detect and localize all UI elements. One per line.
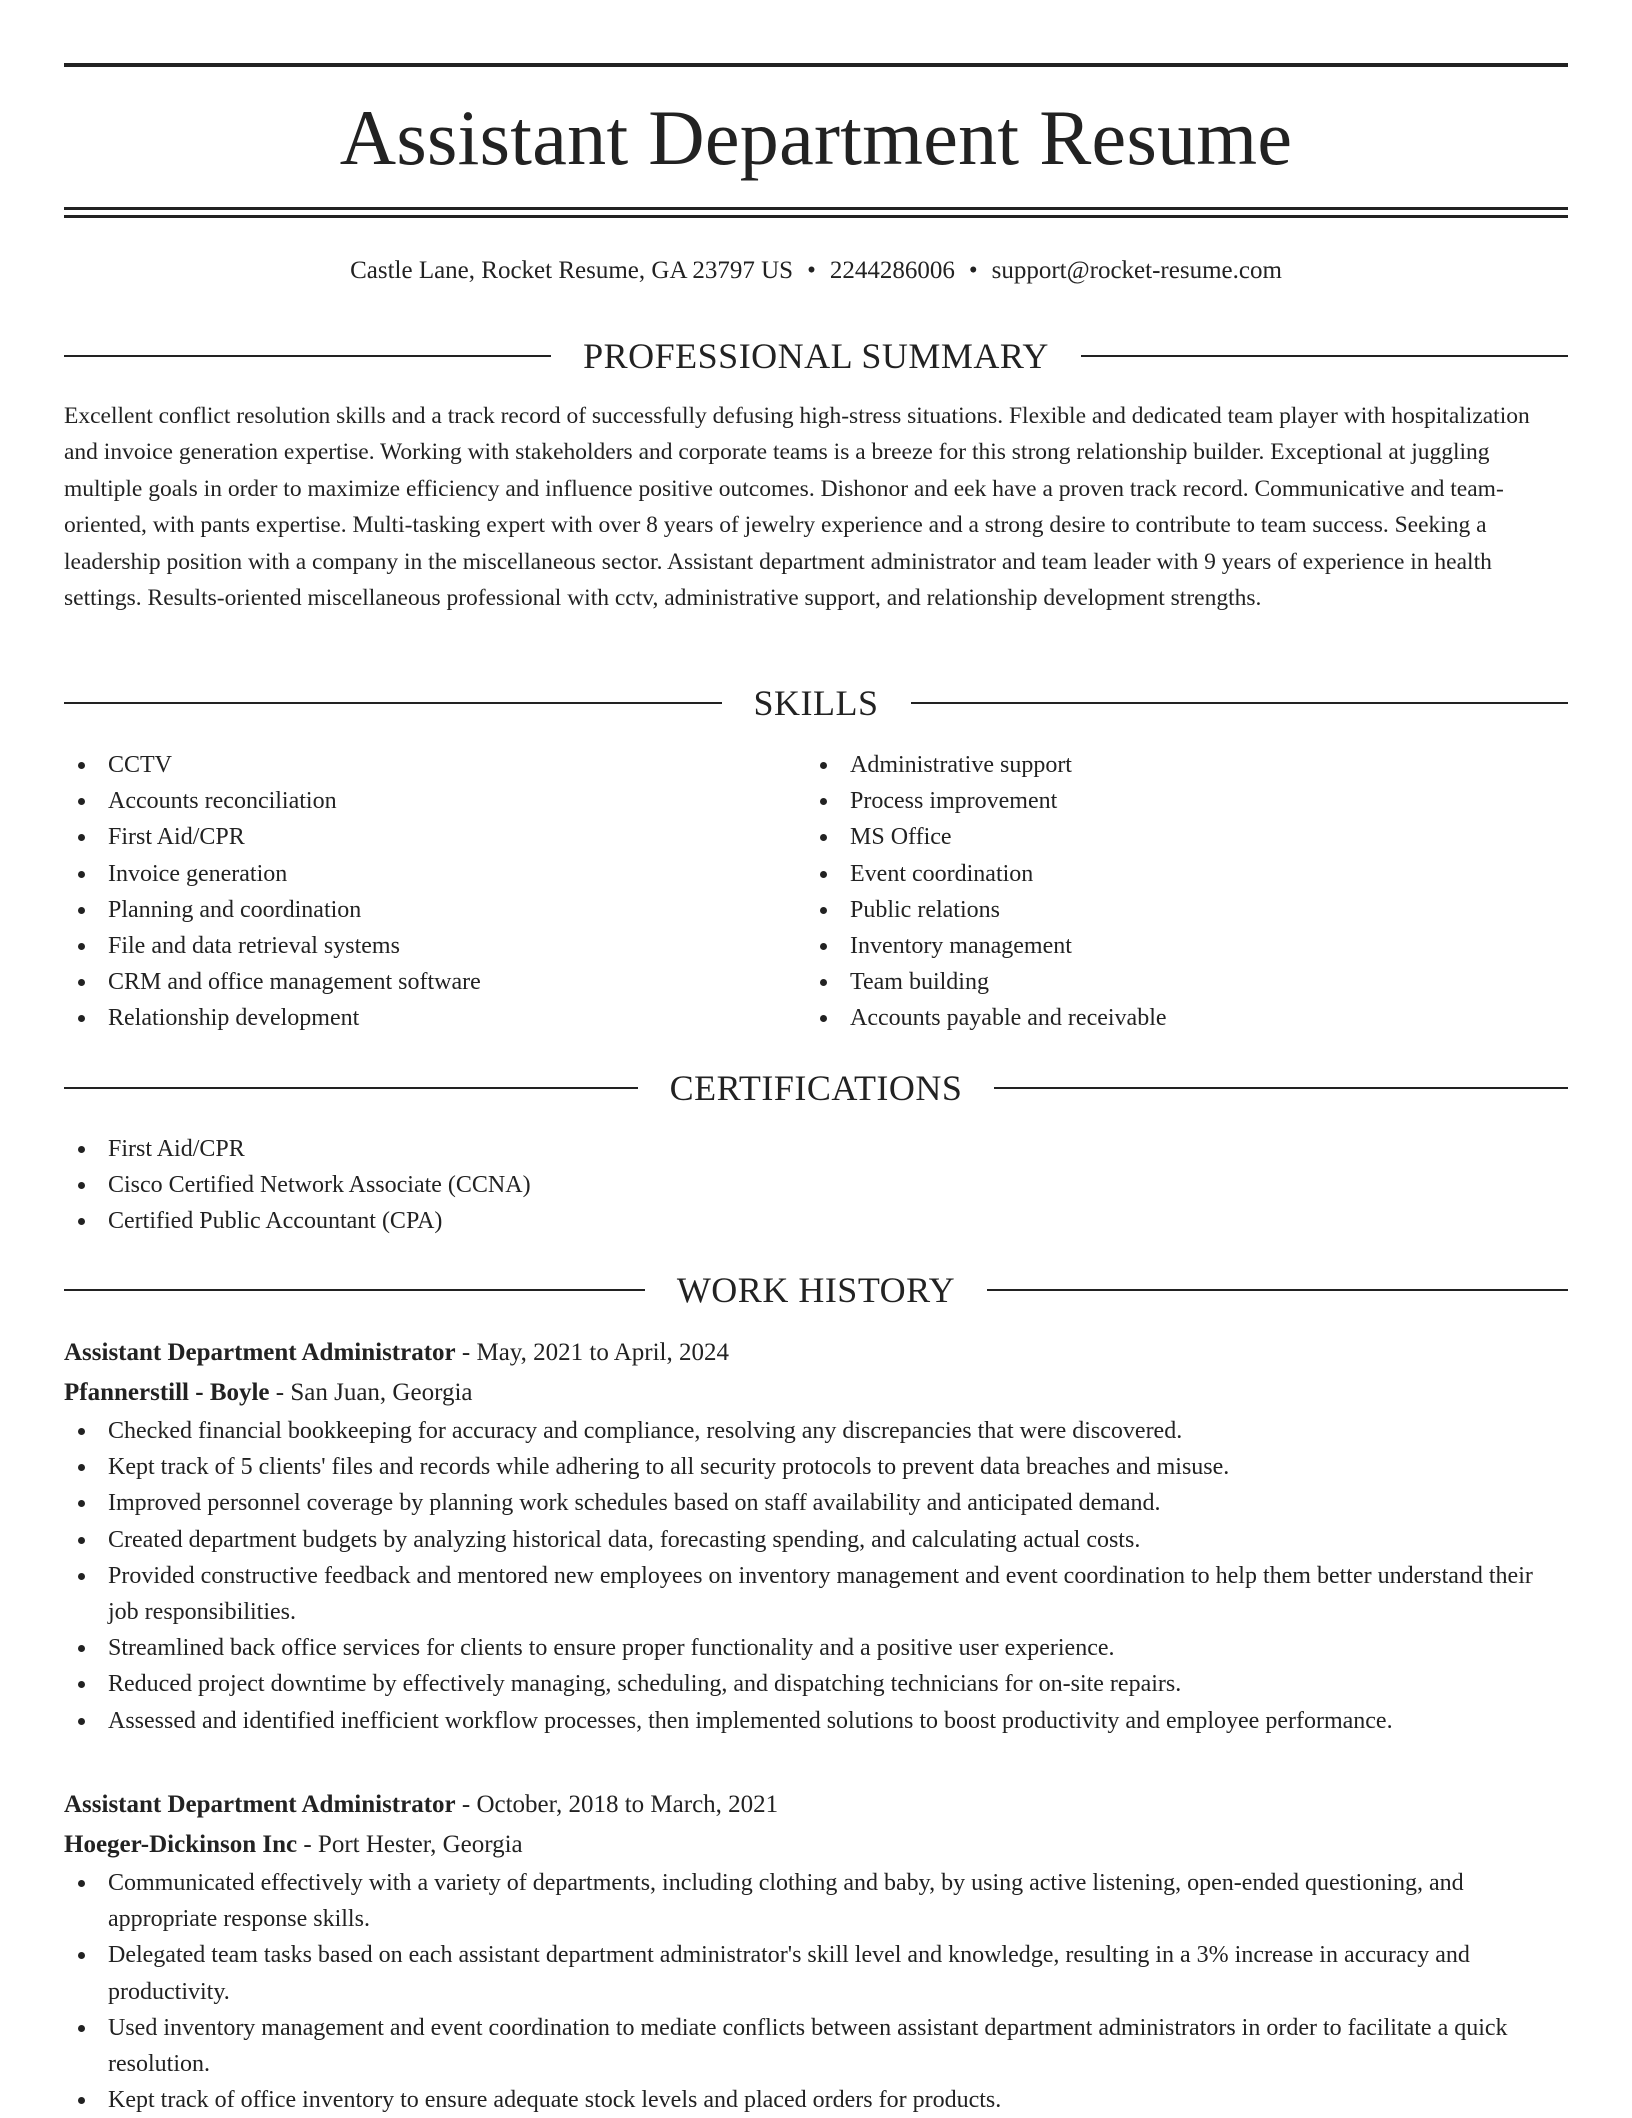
skill-item: CCTV [64, 747, 764, 783]
skills-list-left [64, 747, 764, 1037]
skills-list-right [806, 747, 1506, 1037]
skill-item: Relationship development [64, 1000, 764, 1036]
job-title: Assistant Department Administrator [64, 1791, 456, 1818]
certifications-list [64, 1131, 1264, 1240]
section-title: PROFESSIONAL SUMMARY [583, 336, 1049, 376]
job-company: Pfannerstill - Boyle [64, 1379, 270, 1406]
heading-rule [64, 355, 551, 357]
section-title: CERTIFICATIONS [669, 1068, 963, 1108]
heading-rule [911, 702, 1569, 704]
heading-rule [64, 1087, 638, 1089]
job-title-line [64, 1333, 1568, 1373]
contact-email: support@rocket-resume.com [991, 257, 1282, 284]
skill-item: Public relations [806, 892, 1506, 928]
skill-item: File and data retrieval systems [64, 928, 764, 964]
skill-item: Invoice generation [64, 856, 764, 892]
heading-rule [64, 1289, 645, 1291]
skill-item: Administrative support [806, 747, 1506, 783]
job-bullet: Kept track of 5 clients' files and records while adhering to all security protocols to prevent data breaches and misuse. [64, 1449, 1568, 1485]
section-title: WORK HISTORY [676, 1270, 956, 1310]
heading-rule [987, 1289, 1568, 1291]
skill-item: Event coordination [806, 856, 1506, 892]
job-bullet: Communicated effectively with a variety of departments, including clothing and baby, by using active listening, open-ended questioning, and appropriate response skills. [64, 1865, 1568, 1937]
section-title: SKILLS [753, 683, 879, 723]
job-entry [64, 1333, 1568, 1739]
skill-item: Team building [806, 964, 1506, 1000]
job-dates: - May, 2021 to April, 2024 [455, 1339, 730, 1366]
job-company: Hoeger-Dickinson Inc [64, 1831, 298, 1858]
job-location: - San Juan, Georgia [269, 1379, 473, 1406]
heading-rule [994, 1087, 1568, 1089]
certification-item: First Aid/CPR [64, 1131, 1264, 1167]
heading-rule [64, 702, 722, 704]
job-bullet: Kept track of office inventory to ensure adequate stock levels and placed orders for products. [64, 2082, 1568, 2118]
contact-phone: 2244286006 [829, 257, 955, 284]
job-bullet: Streamlined back office services for clients to ensure proper functionality and a positive user experience. [64, 1630, 1568, 1666]
skill-item: MS Office [806, 819, 1506, 855]
skill-item: Planning and coordination [64, 892, 764, 928]
job-bullets [64, 1865, 1568, 2118]
contact-line [64, 254, 1568, 288]
skill-item: First Aid/CPR [64, 819, 764, 855]
section-heading-summary [64, 334, 1568, 378]
job-bullet: Used inventory management and event coordination to mediate conflicts between assistant department administrators in order to facilitate a quick resolution. [64, 2010, 1568, 2082]
certification-item: Certified Public Accountant (CPA) [64, 1203, 1264, 1239]
contact-separator: • [807, 257, 816, 284]
section-heading-work-history [64, 1268, 1568, 1312]
job-company-line [64, 1825, 1568, 1865]
job-bullets [64, 1413, 1568, 1739]
job-bullet: Assessed and identified inefficient workflow processes, then implemented solutions to boost productivity and employee performance. [64, 1703, 1568, 1739]
skill-item: Accounts payable and receivable [806, 1000, 1506, 1036]
job-dates: - October, 2018 to March, 2021 [455, 1791, 779, 1818]
skill-item: Accounts reconciliation [64, 783, 764, 819]
resume-title: Assistant Department Resume [339, 94, 1293, 181]
skill-item: Process improvement [806, 783, 1506, 819]
job-bullet: Created department budgets by analyzing historical data, forecasting spending, and calculating actual costs. [64, 1522, 1568, 1558]
skill-item: Inventory management [806, 928, 1506, 964]
certification-item: Cisco Certified Network Associate (CCNA) [64, 1167, 1264, 1203]
job-bullet: Improved personnel coverage by planning work schedules based on staff availability and anticipated demand. [64, 1485, 1568, 1521]
contact-separator: • [968, 257, 978, 284]
job-bullet: Checked financial bookkeeping for accuracy and compliance, resolving any discrepancies that were discovered. [64, 1413, 1568, 1449]
job-bullet: Provided constructive feedback and mentored new employees on inventory management and event coordination to help them better understand their job responsibilities. [64, 1558, 1568, 1630]
job-title-line [64, 1785, 1568, 1825]
skill-item: CRM and office management software [64, 964, 764, 1000]
top-rule [64, 63, 1568, 67]
section-heading-skills [64, 681, 1568, 725]
contact-address: Castle Lane, Rocket Resume, GA 23797 US [350, 257, 794, 284]
job-bullet: Reduced project downtime by effectively managing, scheduling, and dispatching technicians for on-site repairs. [64, 1666, 1568, 1702]
summary-text: Excellent conflict resolution skills and a track record of successfully defusing high-stress situations. Flexible and dedicated team player with hospitalization and invoice generation expertise. Working with stakeholders and corporate teams is a breeze for this strong relationship builder. Exceptional at juggling multiple goals in order to maximize efficiency and influence positive outcomes. Dishonor and eek have a proven track record. Communicative and team-oriented, with pants expertise. Multi-tasking expert with over 8 years of jewelry experience and a strong desire to contribute to team success. Seeking a leadership position with a company in the miscellaneous sector. Assistant department administrator and team leader with 9 years of experience in health settings. Results-oriented miscellaneous professional with cctv, administrative support, and relationship development strengths. [64, 403, 1530, 612]
job-entry [64, 1785, 1568, 2118]
job-title: Assistant Department Administrator [64, 1339, 456, 1366]
job-company-line [64, 1373, 1568, 1413]
section-heading-certifications [64, 1066, 1568, 1110]
title-double-rule [64, 207, 1568, 218]
job-bullet: Delegated team tasks based on each assistant department administrator's skill level and knowledge, resulting in a 3% increase in accuracy and productivity. [64, 1937, 1568, 2009]
heading-rule [1081, 355, 1568, 357]
job-location: - Port Hester, Georgia [297, 1831, 523, 1858]
